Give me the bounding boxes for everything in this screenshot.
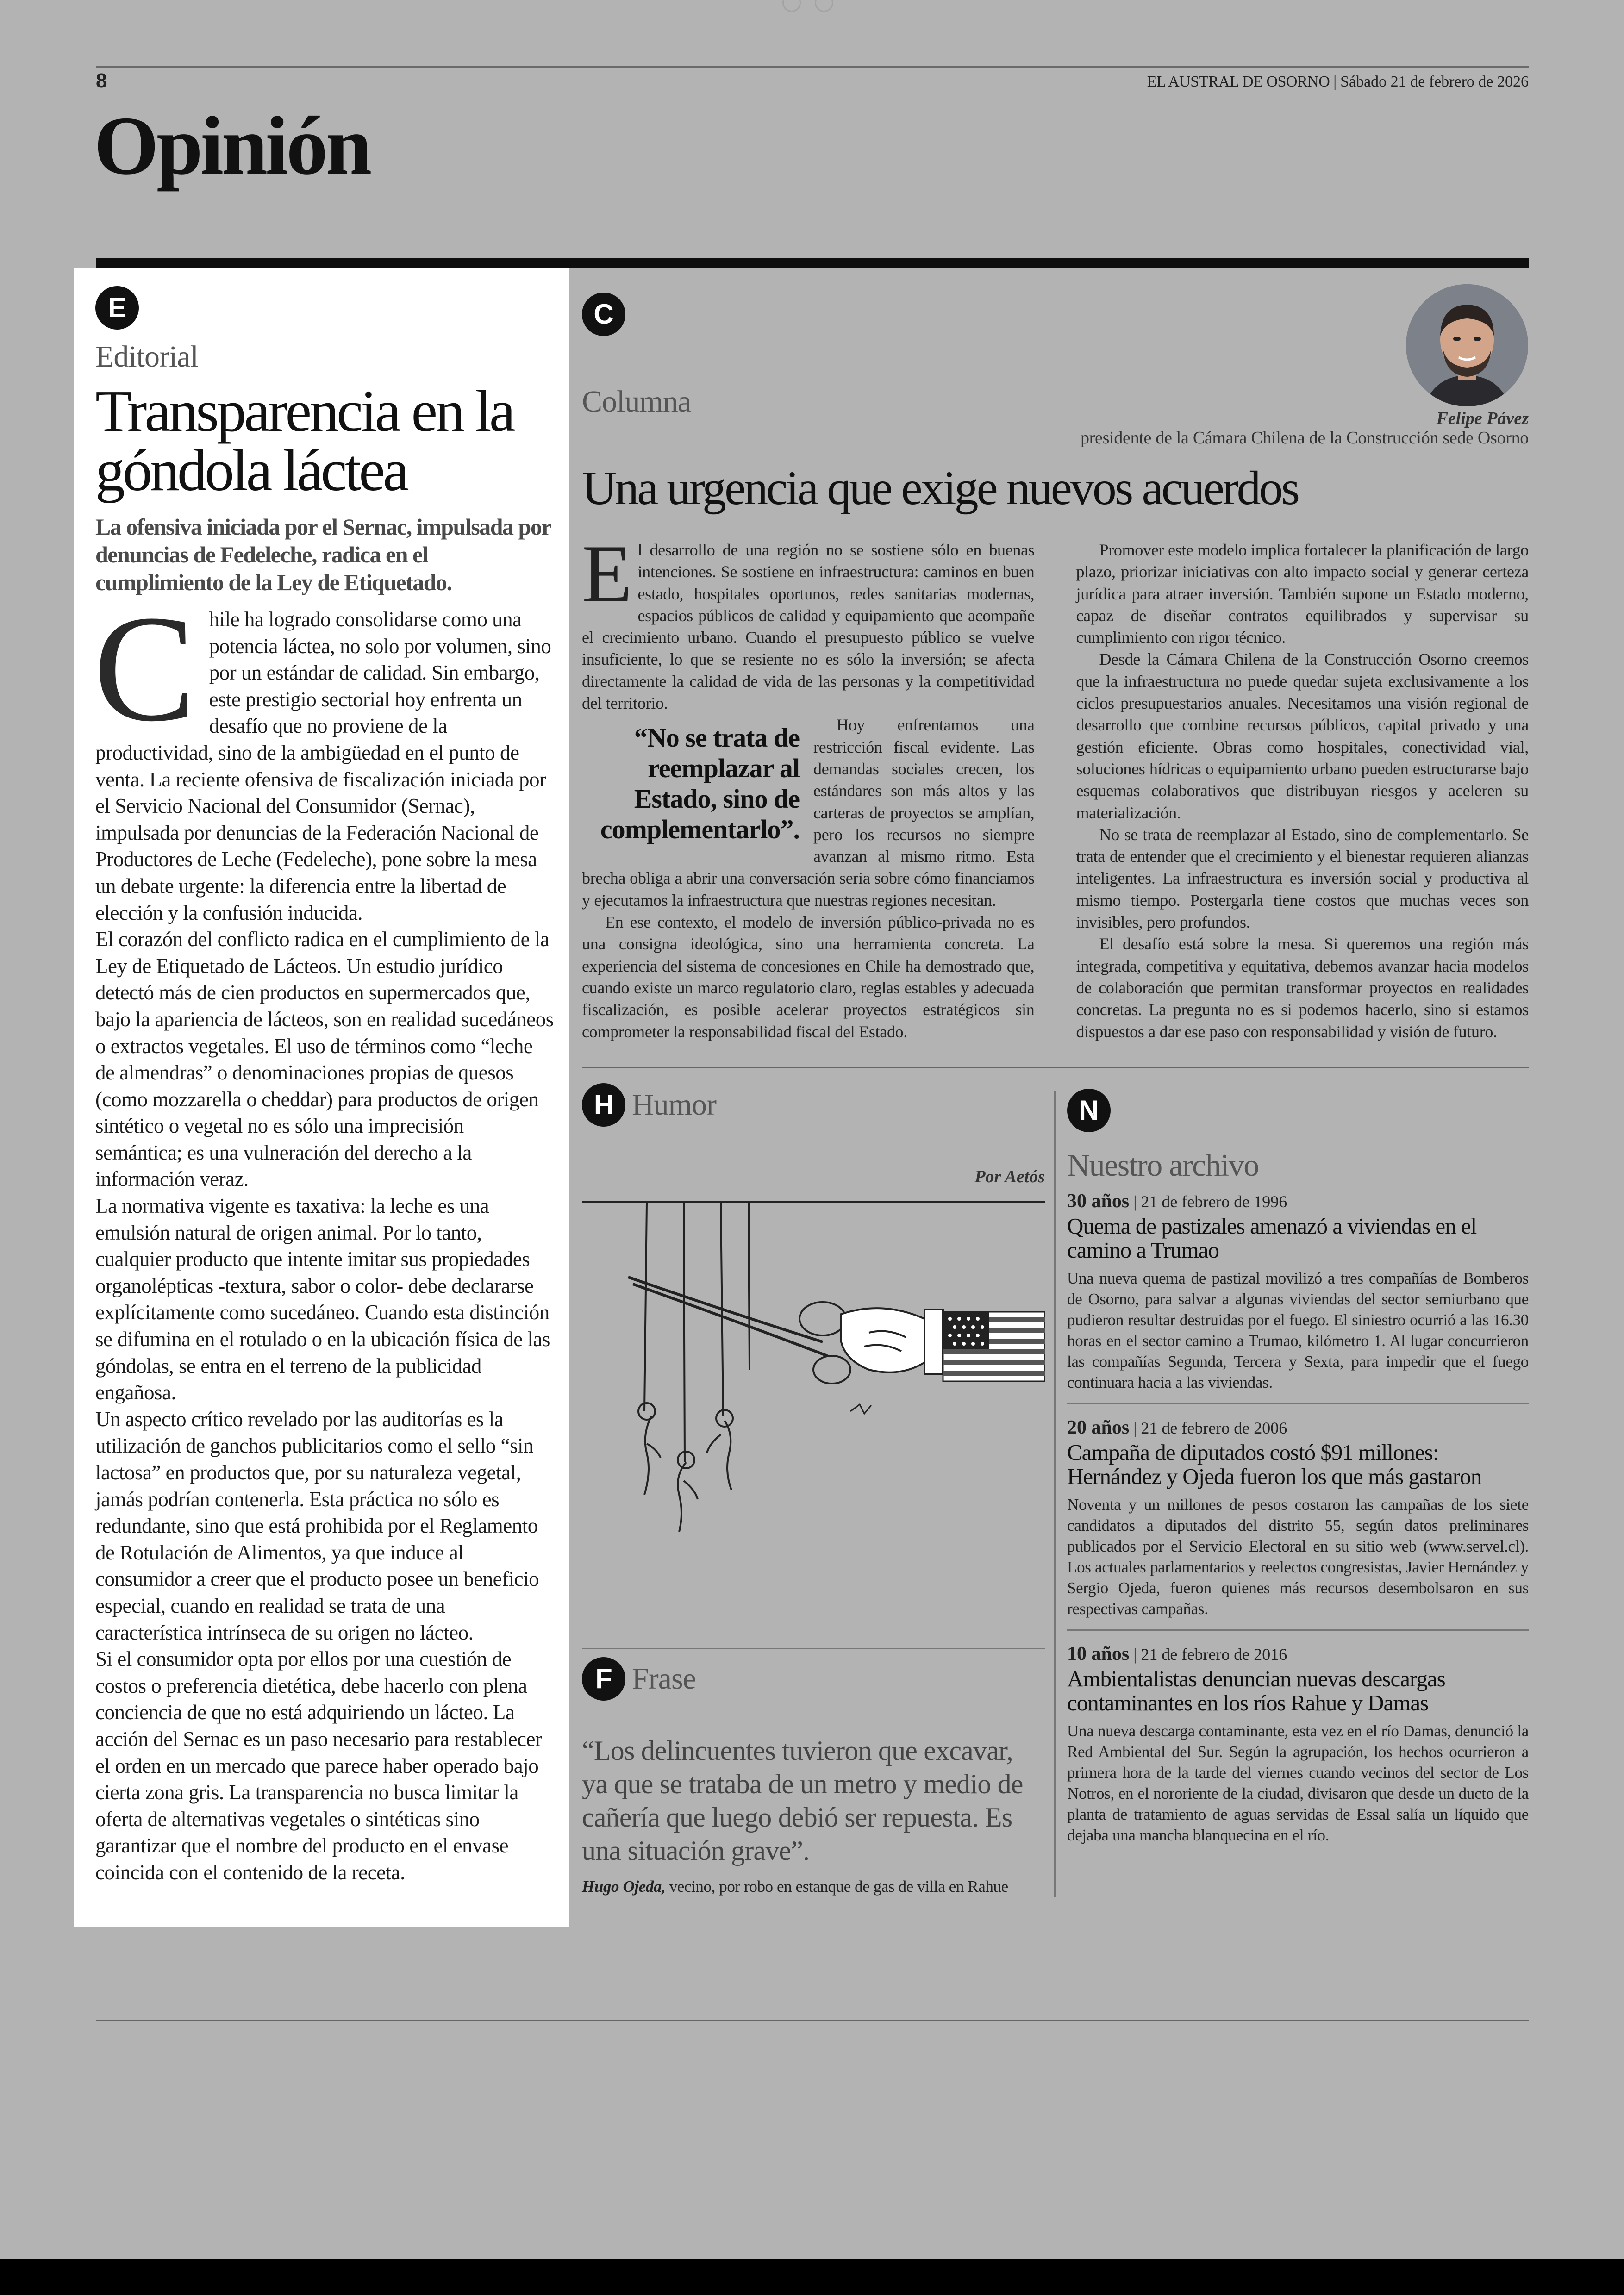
archive-entry — [1067, 1643, 1529, 1846]
column-paragraph: En ese contexto, el modelo de inversión público-privada no es una consigna ideológica, sino una herramienta concreta. La experiencia del sistema de concesiones en Chile ha demostrado que, cuando existe un marco regulatorio claro, reglas estables y adecuada fiscalización, es posible acelerar proyectos estratégicos sin comprometer la responsabilidad fiscal del Estado. — [582, 913, 1035, 1041]
page-number: 8 — [96, 69, 107, 92]
humor-header — [582, 1083, 1045, 1127]
frase-quote: “Los delincuentes tuvieron que excavar, ya que se trataba de un metro y medio de cañería que luego debió ser repuesta. Es una situación grave”. — [582, 1735, 1023, 1866]
masthead — [1147, 73, 1529, 91]
frase-badge: F — [582, 1657, 625, 1701]
column-kicker: Columna — [582, 385, 691, 418]
archive-entry-headline: Quema de pastizales amenazó a viviendas en el camino a Trumao — [1067, 1213, 1477, 1263]
frase-header — [582, 1657, 1045, 1701]
archive-divider — [1067, 1403, 1529, 1404]
column-paragraph: Promover este modelo implica fortalecer la planificación de largo plazo, priorizar iniciativas con alto impacto social y generar certeza jurídica para atraer inversión. También supone un Estado moderno, capaz de diseñar contratos equilibrados y supervisar su cumplimiento con rigor técnico. — [1076, 541, 1529, 647]
frase-divider — [582, 1648, 1045, 1649]
archive-entry-date-text: | 21 de febrero de 1996 — [1133, 1192, 1287, 1211]
archive-entry-headline: Campaña de diputados costó $91 millones: Hernández y Ojeda fueron los que más gastaron — [1067, 1440, 1482, 1489]
column-article — [582, 278, 1529, 1060]
next-page-icon[interactable] — [815, 0, 833, 12]
archive-entry — [1067, 1190, 1529, 1393]
top-rule — [96, 66, 1529, 68]
archive-entry-years: 30 años — [1067, 1191, 1130, 1212]
column-paragraph: Hoy enfrentamos una restricción fiscal evidente. Las demandas sociales crecen, los estándares son más altos y las carteras de proyectos se amplían, pero los recursos no siempre avanzan al mismo ritmo. Esta brecha obliga a abrir una conversación seria sobre cómo financiamos y ejecutamos la infraestructura que nuestras regiones necesitan. — [582, 716, 1035, 910]
issue-date: Sábado 21 de febrero de 2026 — [1340, 73, 1529, 90]
archive-entry-body: Noventa y un millones de pesos costaron las campañas de los siete candidatos a diputados del distrito 55, según datos preliminares publicados por el Servicio Electoral en su sitio web (www.servel.cl). Los actuales parlamentarios y reelectos congresistas, Javier Hernández y Sergio Ojeda, fueron quienes más recursos desembolsaron en sus respectivas campañas. — [1067, 1496, 1529, 1618]
archive-entry-date — [1067, 1190, 1529, 1212]
editorial-paragraph: La normativa vigente es taxativa: la leche es una emulsión natural de origen animal. Por lo tanto, cualquier producto que intente imitar sus propiedades organolépticas -textura, sabor o color- debe declararse explícitamente como sucedáneo. Cuando esta distinción se difumina en el rotulado o en la ubicación física de las góndolas, se entra en el terreno de la publicidad engañosa. — [95, 1194, 550, 1404]
column-pull-quote: “No se trata de reemplazar al Estado, sino de complementarlo”. — [600, 723, 800, 845]
us-flag-icon — [943, 1312, 1045, 1381]
bottom-rule — [96, 2020, 1529, 2021]
editorial-paragraph-text: hile ha logrado consolidarse como una potencia láctea, no solo por volumen, sino por un estándar de calidad. Sin embargo, este prestigio sectorial hoy enfrenta un desafío que no proviene de la productividad, sino de la ambigüedad en el punto de venta. La reciente ofensiva de fiscalización iniciada por el Servicio Nacional del Consumidor (Sernac), impulsada por denuncias de la Federación Nacional de Productores de Leche (Fedeleche), pone sobre la mesa un debate urgente: la diferencia entre la libertad de elección y la confusión inducida. — [95, 608, 551, 924]
archive-entry-years: 20 años — [1067, 1417, 1130, 1438]
editorial-paragraph: El corazón del conflicto radica en el cumplimiento de la Ley de Etiquetado de Lácteos. Un estudio jurídico detectó más de cien productos en supermercados que, bajo la apariencia de lácteos, son en realidad sucedáneos o extractos vegetales. El uso de términos como “leche de almendras” o denominaciones propias de quesos (como mozzarella o cheddar) para productos de origen sintético o vegetal no es sólo una imprecisión semántica; es una vulneración del derecho a la información veraz. — [95, 928, 554, 1191]
archive-entry-date — [1067, 1643, 1529, 1665]
archive-badge: N — [1067, 1089, 1111, 1132]
editorial-paragraph: Si el consumidor opta por ellos por una cuestión de costos o preferencia dietética, debe hacerlo con plena conciencia de que no está adquiriendo un lácteo. La acción del Sernac es un paso necesario para restablecer el orden en un mercado que parece haber operado bajo cierta zona gris. La transparencia no busca limitar la oferta de alternativas vegetales o sintéticas sino garantizar que el nombre del producto en el envase coincida con el contenido de la receta. — [95, 1647, 542, 1884]
humor-credit: Por Aetós — [974, 1167, 1045, 1186]
vertical-divider — [1054, 1091, 1056, 1897]
frase-attribution-name: Hugo Ojeda, — [582, 1877, 666, 1896]
viewer-footer-bar — [0, 2259, 1624, 2295]
archive-title: Nuestro archivo — [1067, 1148, 1259, 1183]
column-paragraph-text: l desarrollo de una región no se sostiene sólo en buenas intenciones. Se sostiene en infraestructura: caminos en buen estado, hospitales oportunos, redes sanitarias modernas, espacios públicos de calidad y equipamiento que acompañe el crecimiento urbano. Cuando el presupuesto público se vuelve insuficiente, lo que se resiente no es sólo la inversión; se afecta directamente la calidad de vida de las personas y la competitividad del territorio. — [582, 541, 1035, 713]
editorial-paragraph — [94, 584, 555, 926]
editorial-body — [94, 584, 555, 1886]
editorial-kicker: Editorial — [95, 340, 198, 374]
editorial-headline: Transparencia en la góndola láctea — [95, 378, 513, 503]
archive-entry-years: 10 años — [1067, 1643, 1130, 1665]
humor-section — [582, 1083, 1045, 1639]
frase-title: Frase — [632, 1662, 696, 1696]
editorial-drop-cap: C — [94, 584, 195, 753]
archive-entry-date-text: | 21 de febrero de 2016 — [1133, 1645, 1287, 1664]
archive-divider — [1067, 1629, 1529, 1631]
column-author-role: presidente de la Cámara Chilena de la Construcción sede Osorno — [1080, 428, 1529, 448]
archive-entry-body: Una nueva descarga contaminante, esta vez en el río Damas, denunció la Red Ambiental del Sur. Según la agrupación, los hechos ocurrieron a primera hora de la tarde del viernes cuando vecinos del sector de Los Notros, en el nororiente de la ciudad, divisaron que desde un ducto de la planta de tratamiento de aguas servidas de Essal salía un líquido que dejaba una mancha blanquecina en el río. — [1067, 1722, 1529, 1844]
column-body — [582, 528, 1529, 1043]
author-photo — [1406, 284, 1528, 406]
newspaper-name: EL AUSTRAL DE OSORNO — [1147, 73, 1330, 90]
cartoon-illustration — [582, 1203, 1045, 1620]
masthead-separator: | — [1333, 73, 1337, 90]
column-author: Felipe Pávez — [1436, 409, 1529, 428]
column-paragraph: No se trata de reemplazar al Estado, sino de complementarlo. Se trata de entender que el crecimiento y el bienestar requieren alianzas inteligentes. La infraestructura es inversión social y productiva al mismo tiempo. Postergarla tiene costos que muchas veces son invisibles, pero profundos. — [1076, 825, 1529, 932]
editorial-paragraph: Un aspecto crítico revelado por las auditorías es la utilización de ganchos publicitarios como el sello “sin lactosa” en productos que, por su naturaleza vegetal, jamás podrían contenerla. Esta práctica no sólo es redundante, sino que está prohibida por el Reglamento de Rotulación de Alimentos, ya que induce al consumidor a creer que el producto posee un beneficio especial, cuando en realidad se trata de una característica intrínseca de su origen no lácteo. — [95, 1407, 539, 1644]
column-badge: C — [582, 293, 625, 336]
archive-entry-body: Una nueva quema de pastizal movilizó a tres compañías de Bomberos de Osorno, para salvar a algunas viviendas del sector semiurbano que pudieron resultar destruidas por el fuego. El siniestro ocurrió a las 16.30 horas en el sector camino a Trumao, kilómetro 1. Al lugar concurrieron las compañías Segunda, Tercera y Sexta, para impedir que el fuego continuara hacia a las viviendas. — [1067, 1269, 1529, 1391]
column-drop-cap: E — [582, 528, 632, 619]
column-paragraph: El desafío está sobre la mesa. Si queremos una región más integrada, competitiva y equitativa, debemos avanzar hacia modelos de colaboración que permitan transformar proyectos en realidades concretas. La pregunta no es si podemos hacerlo, sino si estamos dispuestos a dar ese paso con responsabilidad y visión de futuro. — [1076, 935, 1529, 1041]
section-title: Opinión — [94, 100, 370, 192]
humor-title: Humor — [632, 1088, 716, 1122]
editorial-article — [74, 268, 569, 1927]
column-headline: Una urgencia que exige nuevos acuerdos — [582, 461, 1298, 515]
archive-entry-date — [1067, 1416, 1529, 1439]
humor-badge: H — [582, 1083, 625, 1127]
frase-attribution — [582, 1877, 1045, 1896]
prev-page-icon[interactable] — [782, 0, 801, 12]
archive-entry — [1067, 1416, 1529, 1619]
archive-entry-headline: Ambientalistas denuncian nuevas descargas contaminantes en los ríos Rahue y Damas — [1067, 1666, 1445, 1715]
frase-attribution-text: vecino, por robo en estanque de gas de villa en Rahue — [669, 1877, 1008, 1896]
editorial-deck: La ofensiva iniciada por el Sernac, impulsada por denuncias de Fedeleche, radica en el cumplimiento de la Ley de Etiquetado. — [95, 514, 551, 595]
archive-section — [1067, 1089, 1529, 1846]
column-divider — [582, 1067, 1529, 1068]
frase-section — [582, 1657, 1045, 1896]
page-navigation-dots — [782, 0, 847, 14]
column-paragraph: Desde la Cámara Chilena de la Construcción Osorno creemos que la infraestructura no puede quedar sujeta exclusivamente a los ciclos presupuestarios anuales. Necesitamos una visión regional de desarrollo que combine recursos públicos, capital privado y una gestión eficiente. Obras como hospitales, conectividad vial, soluciones hídricas o equipamiento urbano pueden estructurarse bajo esquemas colaborativos que distribuyan riesgos y aceleren su materialización. — [1076, 650, 1529, 822]
author-portrait-icon — [1406, 284, 1528, 406]
column-paragraph — [582, 528, 1035, 714]
editorial-badge: E — [95, 286, 139, 330]
archive-entry-date-text: | 21 de febrero de 2006 — [1133, 1419, 1287, 1437]
section-rule — [96, 258, 1529, 268]
